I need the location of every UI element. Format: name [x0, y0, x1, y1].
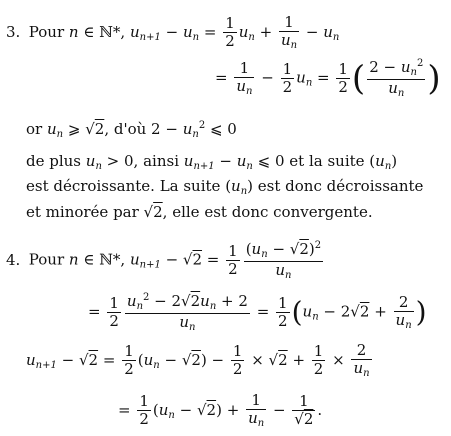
q4-line4: = $\frac{1}{2}$ $(u_n - √2)$ + $\frac{1}{u_n}$ − $\frac{1}{√2}$ .: [118, 391, 323, 430]
q4-number: 4.: [6, 250, 21, 269]
frac-half: $\frac{1}{2}$: [225, 14, 235, 51]
frac-one-over-un: $\frac{1}{u_n}$: [280, 13, 298, 52]
q3-number: 3.: [6, 22, 21, 41]
q3-decr-line: est décroissante. La suite $(u_n)$ est donc décroissante: [26, 177, 424, 197]
q4-line2: = $\frac{1}{2}$ $\frac{u_n^2 - 2√2u_n + 2}{u_n}$ = $\frac{1}{2}$ ($u_n - 2√2$ + $\frac{2}{u_n}$ ): [88, 292, 427, 333]
q3-de-plus-line: de plus $u_n > 0$, ainsi $u_{n+1} - u_n$ ⩽ 0 et la suite $(u_n)$: [26, 152, 398, 172]
q4-line1: 4. Pour n ∈ ℕ*, $u_{n+1} - √2$ = $\frac{1}{2}$ $\frac{(u_n - √2)^2}{u_n}$: [6, 240, 322, 281]
q3-line1: 3. Pour n ∈ ℕ*, $u_{n+1} - u_n$ = $\frac{1}{2}$ $u_n$ + $\frac{1}{u_n}$ − $u_n$: [6, 13, 340, 52]
q3-intro: Pour n ∈ ℕ*, $u_{n+1} - u_n$ =: [28, 22, 217, 43]
q3-minor-line: et minorée par √2, elle est donc convergente.: [26, 203, 373, 221]
q4-line3: $u_{n+1} - √2$ = $\frac{1}{2}$ $(u_n - √2)$ − $\frac{1}{2}$ × √2 + $\frac{1}{2}$ × $\frac{2}{u_n}$: [26, 341, 370, 380]
q3-line2: = $\frac{1}{u_n}$ − $\frac{1}{2}$ $u_n$ = $\frac{1}{2}$ ( $\frac{2 - u_n^2}{u_n}$ ): [215, 58, 441, 99]
q3-or-line: or $u_n$ ⩾ √2, d'où $2 - u_n^2$ ⩽ 0: [26, 120, 237, 140]
